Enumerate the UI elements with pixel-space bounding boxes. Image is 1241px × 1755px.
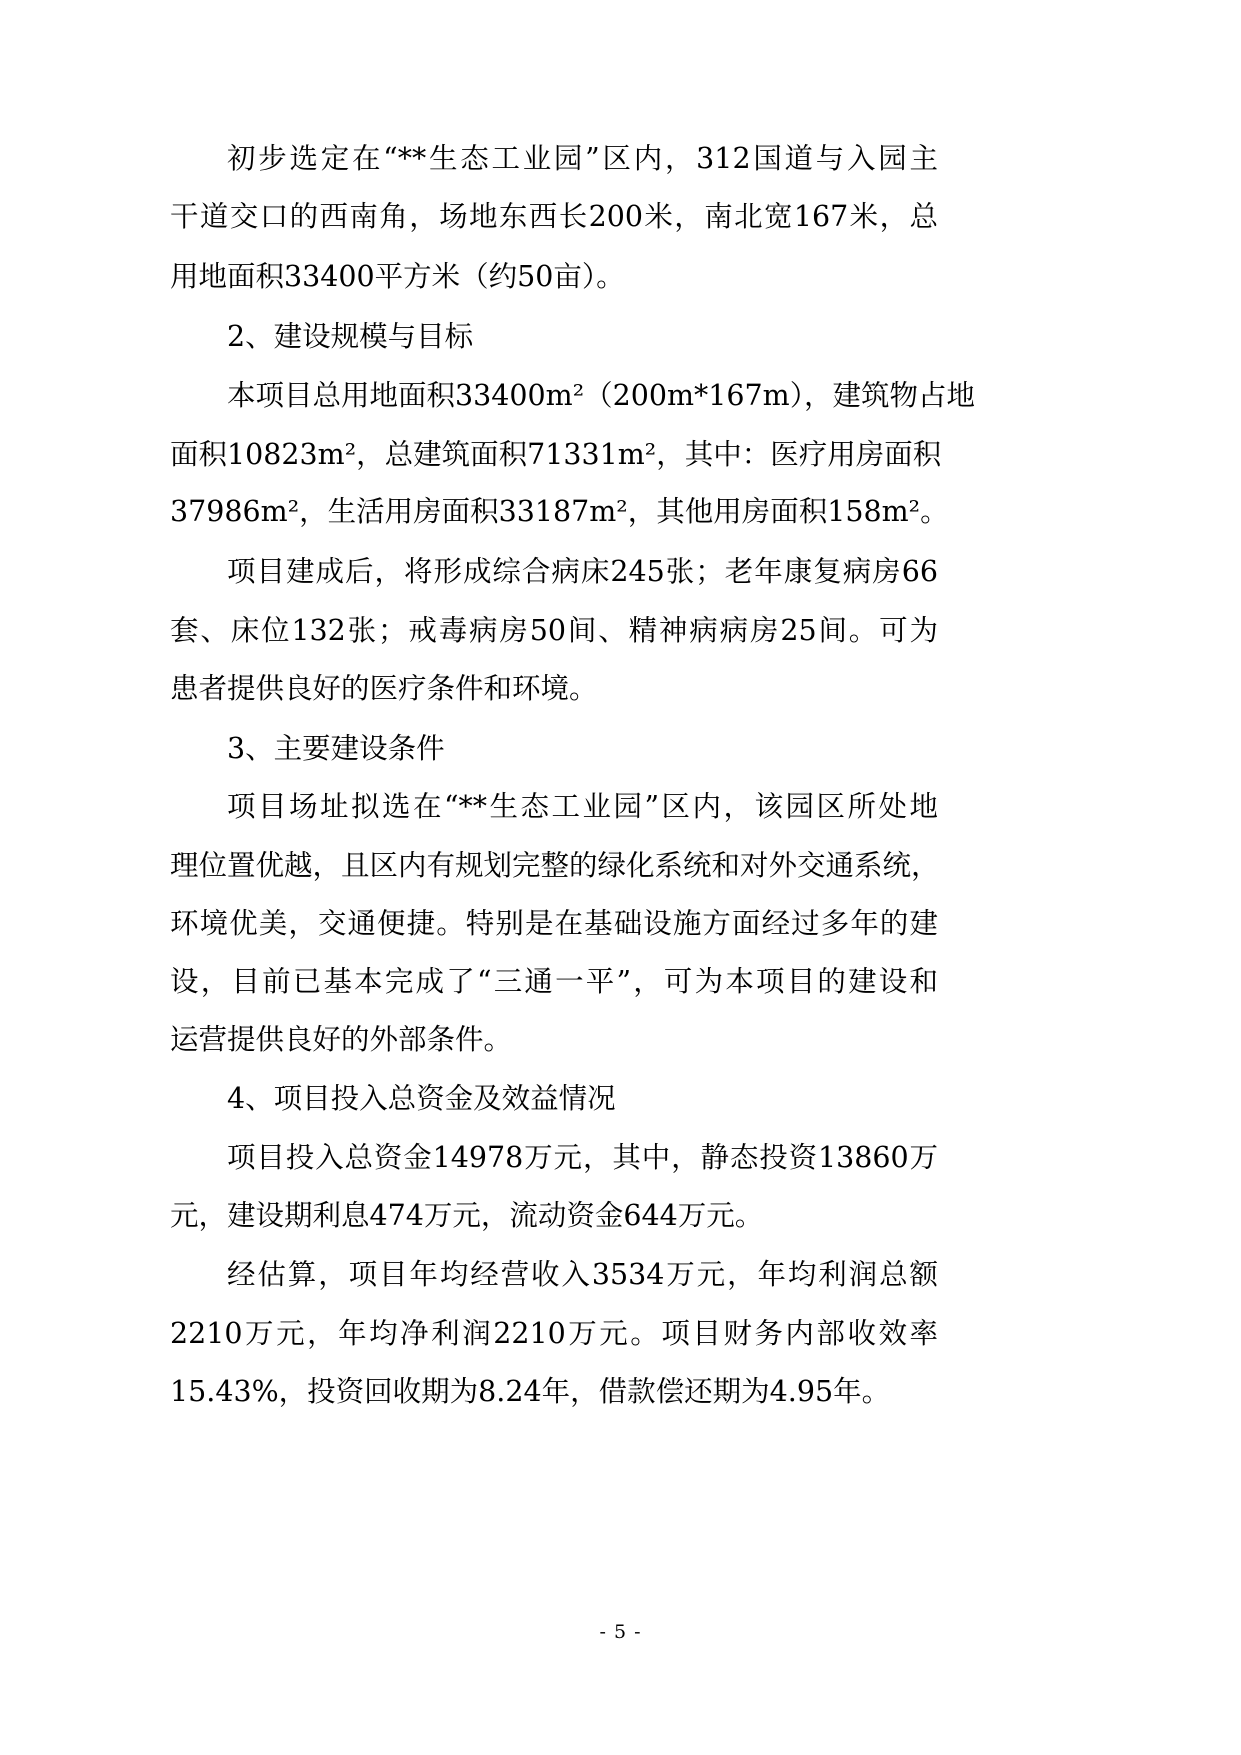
paragraph-line: 元，建设期利息474万元，流动资金644万元。 [170, 1199, 764, 1232]
paragraph-first-line: 2、建设规模与目标 [227, 320, 474, 353]
paragraph-line: 用地面积33400平方米（约50亩）。 [170, 260, 625, 293]
paragraph-first-line: 项目场址拟选在“**生态工业园”区内，该园区所处地 [227, 790, 938, 823]
paragraph-line: 患者提供良好的医疗条件和环境。 [170, 672, 598, 705]
page-number: - 5 - [599, 1621, 642, 1643]
paragraph-line: 设，目前已基本完成了“三通一平”，可为本项目的建设和 [170, 965, 938, 998]
paragraph-line: 运营提供良好的外部条件。 [170, 1023, 513, 1056]
paragraph-line: 15.43%，投资回收期为8.24年，借款偿还期为4.95年。 [170, 1375, 891, 1408]
paragraph-first-line: 4、项目投入总资金及效益情况 [227, 1082, 616, 1115]
paragraph-first-line: 3、主要建设条件 [227, 732, 445, 765]
paragraph-first-line: 项目建成后，将形成综合病床245张；老年康复病房66 [227, 555, 938, 588]
paragraph-line: 面积10823m²，总建筑面积71331m²，其中：医疗用房面积 [170, 438, 942, 471]
paragraph-line: 环境优美，交通便捷。特别是在基础设施方面经过多年的建 [170, 907, 938, 940]
paragraph-first-line: 本项目总用地面积33400m²（200m*167m），建筑物占地 [227, 379, 975, 412]
paragraph-line: 37986m²，生活用房面积33187m²，其他用房面积158m²。 [170, 495, 949, 528]
paragraph-line: 理位置优越，且区内有规划完整的绿化系统和对外交通系统， [170, 849, 940, 882]
paragraph-first-line: 项目投入总资金14978万元，其中，静态投资13860万 [227, 1141, 938, 1174]
paragraph-line: 干道交口的西南角，场地东西长200米，南北宽167米，总 [170, 200, 938, 233]
paragraph-first-line: 初步选定在“**生态工业园”区内，312国道与入园主 [227, 142, 938, 175]
paragraph-first-line: 经估算，项目年均经营收入3534万元，年均利润总额 [227, 1258, 938, 1291]
paragraph-line: 套、床位132张；戒毒病房50间、精神病病房25间。可为 [170, 614, 938, 647]
paragraph-line: 2210万元，年均净利润2210万元。项目财务内部收效率 [170, 1317, 938, 1350]
